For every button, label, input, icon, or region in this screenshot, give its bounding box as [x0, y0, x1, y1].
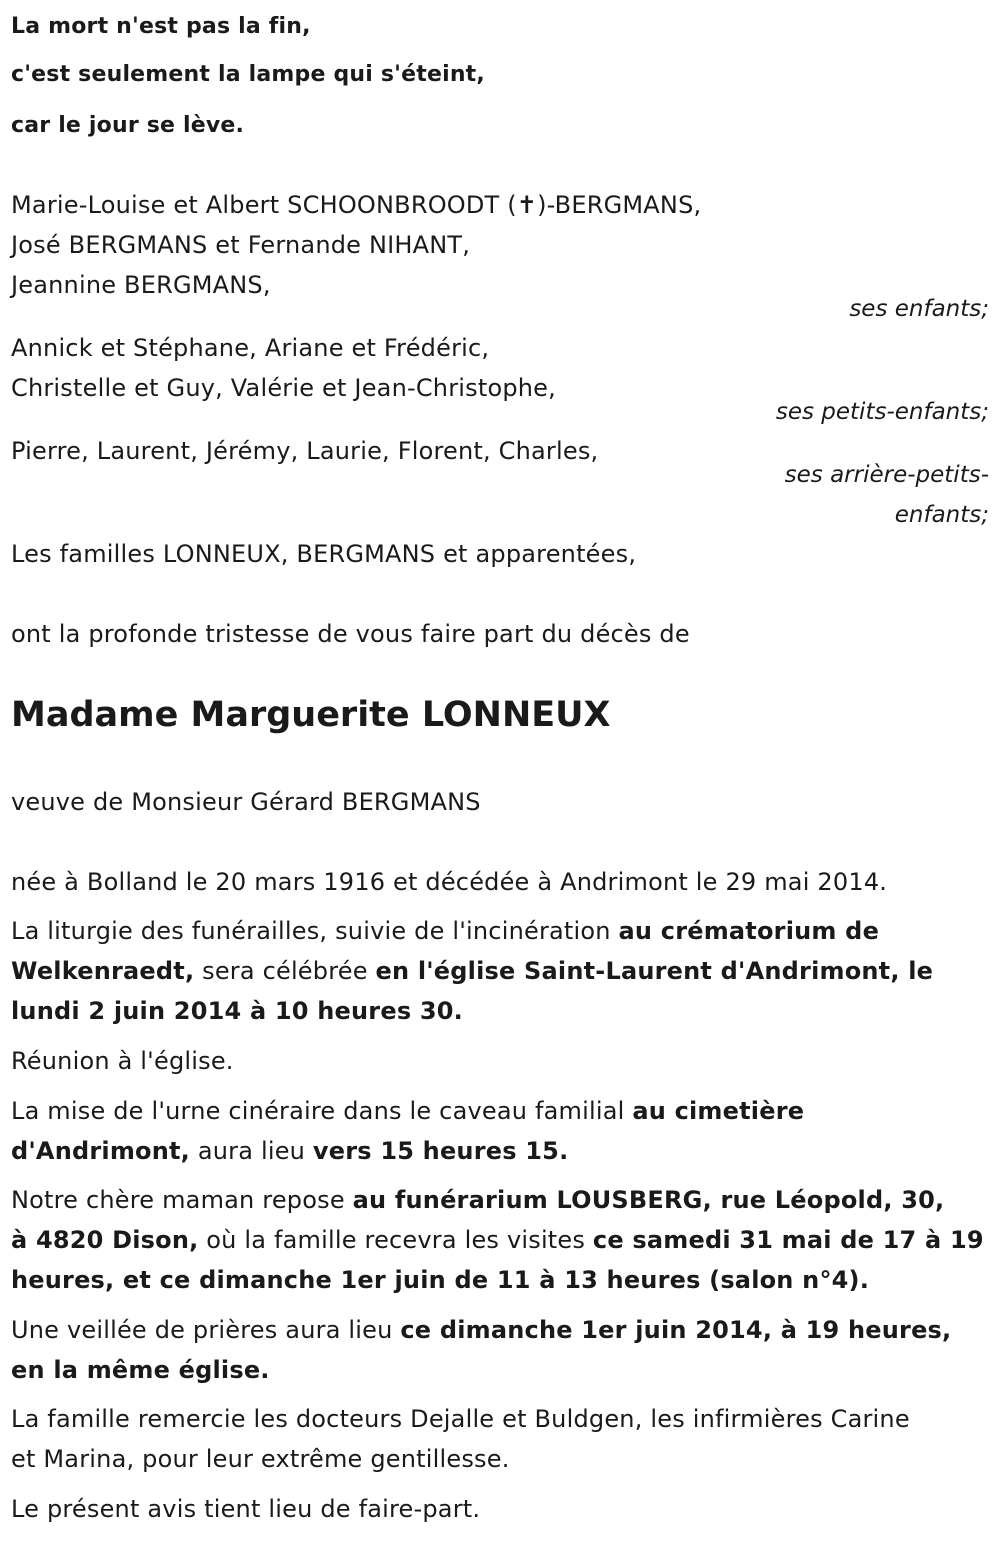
repose-text-2a: à 4820 Dison,	[11, 1226, 199, 1254]
deceased-name: Madame Marguerite LONNEUX	[11, 695, 611, 735]
urn-text-1a: La mise de l'urne cinéraire dans le caveau familial	[11, 1097, 633, 1125]
urn-line-2	[11, 1136, 568, 1166]
vigil-line-2	[11, 1355, 270, 1385]
great-grandchildren-role-2: enfants;	[894, 502, 989, 528]
meeting-line: Réunion à l'église.	[11, 1047, 234, 1075]
repose-line-1	[11, 1185, 944, 1215]
repose-text-2b: où la famille recevra les visites	[198, 1226, 593, 1254]
children-role: ses enfants;	[849, 296, 989, 322]
liturgy-text-2b: sera célébrée	[194, 957, 376, 985]
repose-text-3: heures, et ce dimanche 1er juin de 11 à 13 heures (salon n°4).	[11, 1266, 870, 1294]
repose-text-1a: Notre chère maman repose	[11, 1186, 353, 1214]
vigil-text-1b: ce dimanche 1er juin 2014, à 19 heures,	[400, 1316, 952, 1344]
children-line-2: José BERGMANS et Fernande NIHANT,	[11, 231, 471, 259]
urn-text-2c: vers 15 heures 15.	[312, 1137, 569, 1165]
thanks-line-1: La famille remercie les docteurs Dejalle et Buldgen, les infirmières Carine	[11, 1405, 910, 1433]
vigil-text-2: en la même église.	[11, 1356, 270, 1384]
liturgy-text-2c: en l'église Saint-Laurent d'Andrimont, le	[375, 957, 934, 985]
urn-text-2a: d'Andrimont,	[11, 1137, 191, 1165]
liturgy-text-1a: La liturgie des funérailles, suivie de l'incinération	[11, 917, 619, 945]
liturgy-line-1	[11, 916, 879, 946]
grandchildren-role: ses petits-enfants;	[775, 399, 989, 425]
widow-of-line: veuve de Monsieur Gérard BERGMANS	[11, 788, 481, 816]
vigil-line-1	[11, 1315, 951, 1345]
liturgy-line-2	[11, 956, 933, 986]
urn-text-1b: au cimetière	[632, 1097, 805, 1125]
great-grandchildren-line-1: Pierre, Laurent, Jérémy, Laurie, Florent, Charles,	[11, 437, 599, 465]
grandchildren-line-1: Annick et Stéphane, Ariane et Frédéric,	[11, 334, 490, 362]
liturgy-text-2a: Welkenraedt,	[11, 957, 195, 985]
children-line-3: Jeannine BERGMANS,	[11, 271, 271, 299]
families-line: Les familles LONNEUX, BERGMANS et apparentées,	[11, 540, 637, 568]
grandchildren-line-2: Christelle et Guy, Valérie et Jean-Christophe,	[11, 374, 556, 402]
vigil-text-1a: Une veillée de prières aura lieu	[11, 1316, 401, 1344]
urn-line-1	[11, 1096, 804, 1126]
thanks-line-2: et Marina, pour leur extrême gentillesse.	[11, 1445, 510, 1473]
liturgy-line-3	[11, 996, 463, 1026]
announcement-line: ont la profonde tristesse de vous faire part du décès de	[11, 620, 690, 648]
repose-line-3	[11, 1265, 869, 1295]
liturgy-text-1b: au crématorium de	[618, 917, 880, 945]
great-grandchildren-role-1: ses arrière-petits-	[784, 462, 989, 488]
repose-text-1b: au funérarium LOUSBERG, rue Léopold, 30,	[352, 1186, 945, 1214]
urn-text-2b: aura lieu	[190, 1137, 313, 1165]
liturgy-text-3: lundi 2 juin 2014 à 10 heures 30.	[11, 997, 463, 1025]
children-line-1: Marie-Louise et Albert SCHOONBROODT (✝)-BERGMANS,	[11, 191, 702, 219]
repose-line-2	[11, 1225, 984, 1255]
poem-line-2: c'est seulement la lampe qui s'éteint,	[11, 62, 485, 87]
poem-line-3: car le jour se lève.	[11, 113, 245, 138]
repose-text-2c: ce samedi 31 mai de 17 à 19	[592, 1226, 984, 1254]
poem-line-1: La mort n'est pas la fin,	[11, 14, 311, 39]
birth-death-line: née à Bolland le 20 mars 1916 et décédée à Andrimont le 29 mai 2014.	[11, 868, 888, 896]
notice-line: Le présent avis tient lieu de faire-part.	[11, 1495, 481, 1523]
